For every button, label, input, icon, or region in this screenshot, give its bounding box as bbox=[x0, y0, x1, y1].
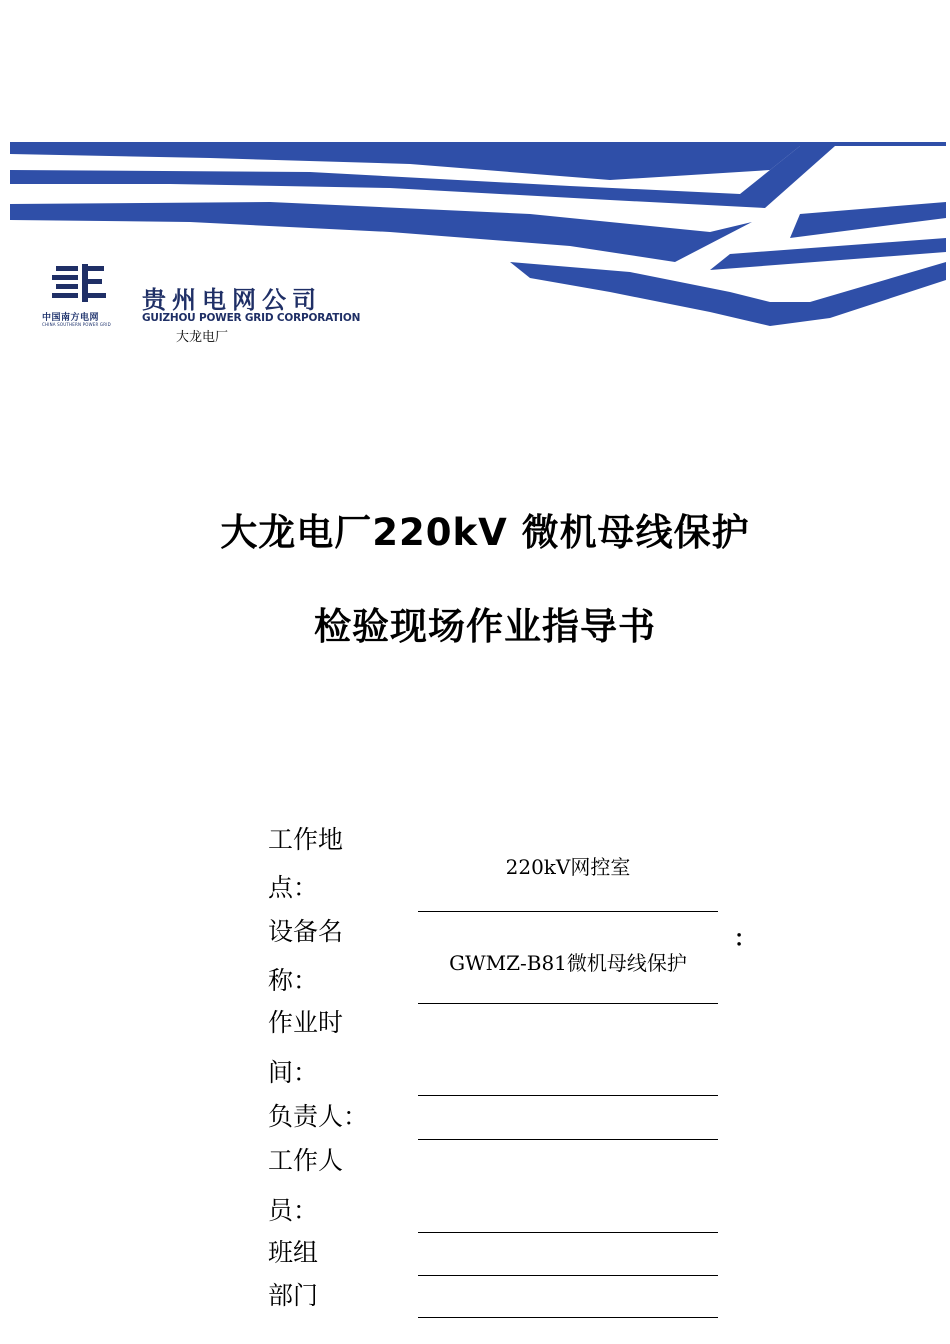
staff-underline bbox=[418, 1232, 718, 1233]
device-label-line-1: 设备名 bbox=[268, 917, 344, 946]
device-underline bbox=[418, 1003, 718, 1004]
team-label: 班组 bbox=[268, 1238, 319, 1267]
device-label-line-2: 称： bbox=[268, 966, 319, 995]
device-colon: ： bbox=[734, 927, 757, 952]
staff-label-line-1: 工作人 bbox=[268, 1146, 344, 1175]
location-label-line-2: 点： bbox=[268, 873, 319, 902]
company-name-en: GUIZHOU POWER GRID CORPORATION bbox=[142, 312, 361, 324]
plant-name: 大龙电厂 bbox=[176, 330, 229, 345]
time-underline bbox=[418, 1095, 718, 1096]
document-title-line-1: 大龙电厂220kV 微机母线保护 bbox=[220, 511, 750, 554]
location-value: 220kV网控室 bbox=[505, 855, 631, 879]
location-underline bbox=[418, 911, 718, 912]
owner-underline bbox=[418, 1139, 718, 1140]
parent-logo-cn: 中国南方电网 bbox=[42, 313, 100, 323]
time-label-line-2: 间： bbox=[268, 1058, 319, 1087]
device-value: GWMZ-B81微机母线保护 bbox=[449, 951, 687, 975]
time-label-line-1: 作业时 bbox=[268, 1008, 344, 1037]
document-title-line-2: 检验现场作业指导书 bbox=[314, 605, 656, 648]
location-label-line-1: 工作地 bbox=[268, 825, 344, 854]
staff-label-line-2: 员： bbox=[268, 1196, 319, 1225]
dept-underline bbox=[418, 1317, 718, 1318]
company-name-cn: 贵州电网公司 bbox=[142, 286, 322, 314]
owner-label: 负责人： bbox=[268, 1102, 369, 1131]
team-underline bbox=[418, 1275, 718, 1276]
parent-logo-en: CHINA SOUTHERN POWER GRID bbox=[42, 322, 111, 327]
dept-label: 部门 bbox=[268, 1281, 319, 1310]
